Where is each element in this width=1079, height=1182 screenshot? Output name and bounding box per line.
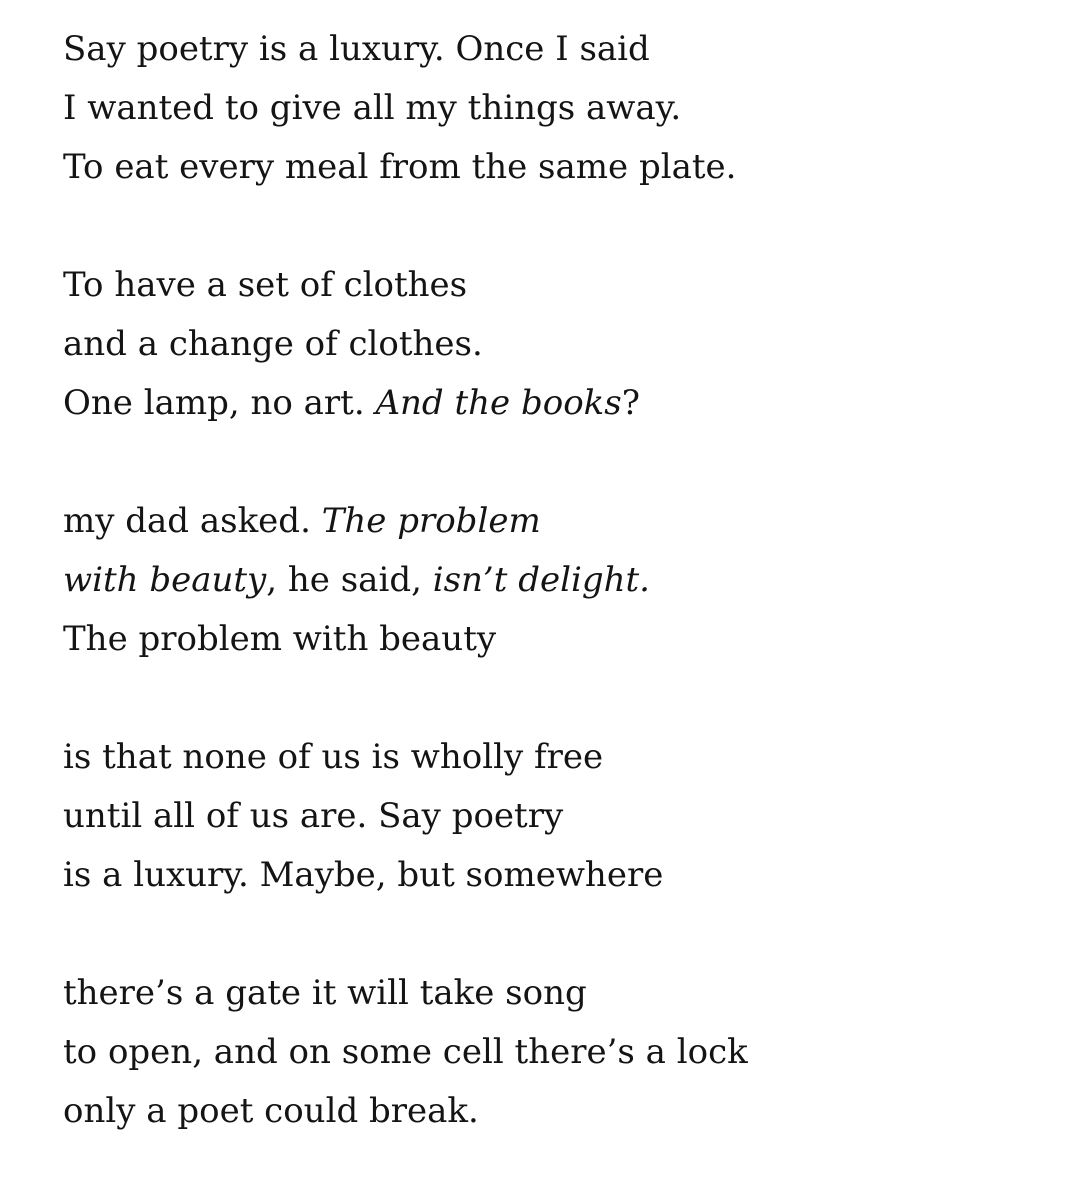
poem-line <box>63 728 1043 787</box>
line-text: To have a set of clothes <box>63 265 468 305</box>
poem-line <box>63 374 1043 433</box>
poem-line <box>63 610 1043 669</box>
line-text: to open, and on some cell there’s a lock <box>63 1032 748 1072</box>
poem-line <box>63 492 1043 551</box>
line-text: I wanted to give all my things away. <box>63 88 682 128</box>
poem-body <box>63 20 1043 1141</box>
poem-line <box>63 1023 1043 1082</box>
poem-stanza <box>63 20 1043 197</box>
poem-line <box>63 138 1043 197</box>
line-text: until all of us are. Say poetry <box>63 796 564 836</box>
line-text: is that none of us is wholly free <box>63 737 604 777</box>
line-text: ? <box>621 383 640 423</box>
line-text: Say poetry is a luxury. Once I said <box>63 29 650 69</box>
poem-line <box>63 256 1043 315</box>
line-text: only a poet could break. <box>63 1091 479 1131</box>
poem-line <box>63 846 1043 905</box>
line-text: , he said, <box>266 560 433 600</box>
poem-line <box>63 1082 1043 1141</box>
italic-text: And the books <box>375 383 622 423</box>
line-text: One lamp, no art. <box>63 383 376 423</box>
line-text: my dad asked. <box>63 501 322 541</box>
line-text: and a change of clothes. <box>63 324 483 364</box>
poem-line <box>63 551 1043 610</box>
line-text: there’s a gate it will take song <box>63 973 587 1013</box>
line-text: is a luxury. Maybe, but somewhere <box>63 855 664 895</box>
line-text: The problem with beauty <box>63 619 497 659</box>
poem-line <box>63 315 1043 374</box>
italic-text: with beauty <box>63 560 267 600</box>
poem-stanza <box>63 728 1043 905</box>
poem-stanza <box>63 256 1043 433</box>
poem-line <box>63 79 1043 138</box>
line-text: To eat every meal from the same plate. <box>63 147 737 187</box>
italic-text: isn’t delight. <box>432 560 650 600</box>
poem-line <box>63 787 1043 846</box>
poem-line <box>63 20 1043 79</box>
poem-stanza <box>63 492 1043 669</box>
poem-line <box>63 964 1043 1023</box>
italic-text: The problem <box>321 501 541 541</box>
poem-stanza <box>63 964 1043 1141</box>
